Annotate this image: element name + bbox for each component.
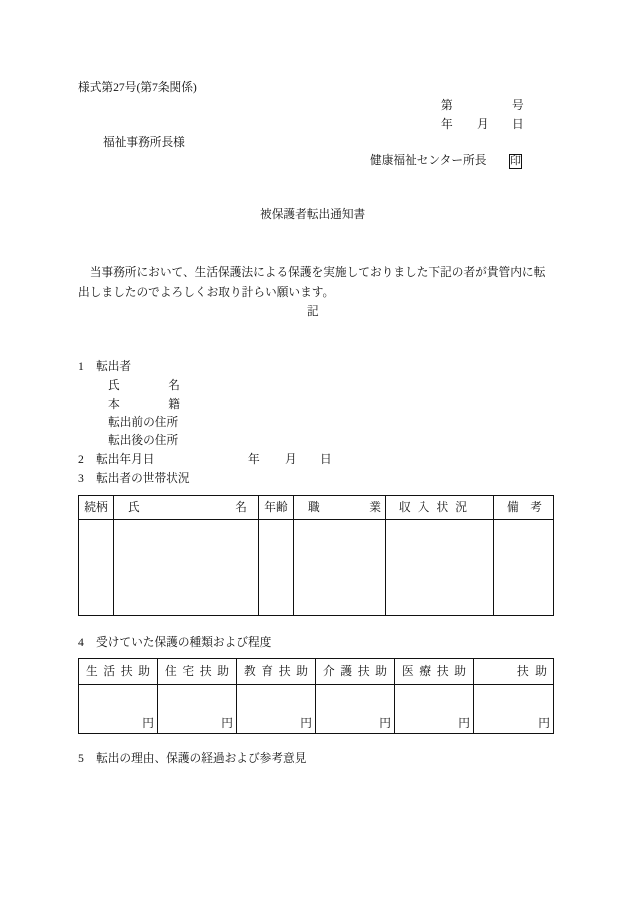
header-label-name: 氏名 [128,500,247,514]
income-cell [386,520,494,616]
issue-date-month: 月 [477,118,489,131]
household-table-header-row [79,496,554,520]
household-status-table [78,495,554,616]
document-title: 被保護者転出通知書 [260,208,366,221]
body-line-1: 当事務所において、生活保護法による保護を実施しておりました下記の者が貴管内に転 [89,266,546,279]
note-heading: 記 [307,305,319,318]
header-cell-relationship [79,496,114,520]
field-domicile [108,398,180,412]
yen-unit: 円 [300,717,312,730]
header-label-housing-assistance: 住宅扶助 [165,664,229,678]
header-cell-remarks [494,496,554,520]
yen-unit: 円 [458,717,470,730]
header-cell-nursing-care-assistance [316,659,395,685]
field-previous-address: 転出前の住所 [108,416,179,429]
header-cell-medical-assistance [395,659,474,685]
nursing-care-amount-cell [316,685,395,734]
assistance-table-body-row [79,685,554,734]
issue-date-year: 年 [441,118,453,131]
assistance-type-table [78,658,554,734]
move-date-year: 年 [248,453,260,466]
addressee: 福祉事務所長様 [103,136,185,149]
header-cell-income [386,496,494,520]
header-label-age: 年齢 [264,500,288,514]
header-cell-age [259,496,294,520]
header-cell-housing-assistance [158,659,237,685]
assistance-table-header-row [79,659,554,685]
header-label-remarks: 備考 [507,500,542,514]
yen-unit: 円 [379,717,391,730]
header-label-relationship: 続柄 [84,500,108,514]
housing-amount-cell [158,685,237,734]
header-label-income: 収入状況 [399,500,467,514]
header-label-livelihood-assistance: 生活扶助 [86,664,150,678]
field-name [108,379,180,393]
section-2-number: 2 [78,453,84,466]
section-4-title: 受けていた保護の種類および程度 [96,636,272,649]
education-amount-cell [237,685,316,734]
sender: 健康福祉センター所長 [370,154,487,167]
name-cell [114,520,259,616]
relationship-cell [79,520,114,616]
section-3-title: 転出者の世帯状況 [96,472,190,485]
header-label-occupation: 職業 [308,500,381,514]
livelihood-amount-cell [79,685,158,734]
section-3-number: 3 [78,472,84,485]
header-cell-occupation [294,496,386,520]
doc-number-prefix: 第 [441,99,453,112]
age-cell [259,520,294,616]
header-label-other-assistance: 扶助 [517,664,547,678]
doc-number-suffix: 号 [512,99,524,112]
occupation-cell [294,520,386,616]
section-4-number: 4 [78,636,84,649]
form-number: 様式第27号(第7条関係) [78,81,197,94]
header-label-nursing-care-assistance: 介護扶助 [323,664,387,678]
field-name-label: 氏名 [108,379,180,392]
yen-unit: 円 [142,717,154,730]
section-2-title: 転出年月日 [96,453,155,466]
header-label-medical-assistance: 医療扶助 [402,664,466,678]
section-1-title: 転出者 [96,360,132,373]
section-5-title: 転出の理由、保護の経過および参考意見 [96,752,307,765]
issue-date-day: 日 [512,118,524,131]
other-amount-cell [474,685,554,734]
header-cell-livelihood-assistance [79,659,158,685]
move-date-day: 日 [320,453,332,466]
field-new-address: 転出後の住所 [108,434,179,447]
header-cell-name [114,496,259,520]
body-line-2: 出しましたのでよろしくお取り計らい願います。 [78,286,335,299]
header-label-education-assistance: 教育扶助 [244,664,308,678]
move-date-month: 月 [285,453,297,466]
section-5-number: 5 [78,752,84,765]
household-table-body-row [79,520,554,616]
seal-stamp-box: 印 [510,155,521,167]
field-domicile-label: 本籍 [108,398,180,411]
header-cell-education-assistance [237,659,316,685]
yen-unit: 円 [221,717,233,730]
medical-amount-cell [395,685,474,734]
section-1-number: 1 [78,360,84,373]
yen-unit: 円 [538,717,550,730]
header-cell-other-assistance [474,659,554,685]
remarks-cell [494,520,554,616]
